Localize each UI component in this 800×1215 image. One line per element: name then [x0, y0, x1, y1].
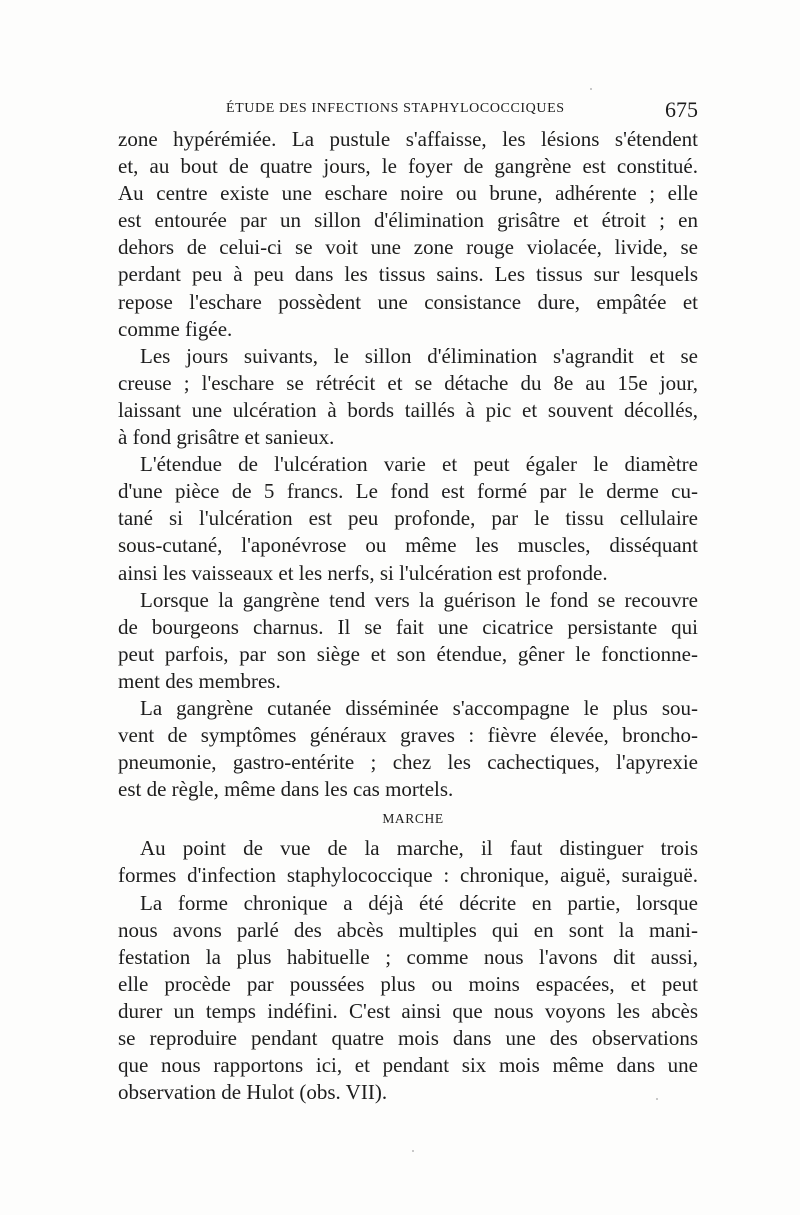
text-line: comme figée. [118, 316, 233, 341]
text-line: laissant une ulcération à bords taillés à pic et souvent décollés, [118, 397, 698, 422]
text-line: d'une pièce de 5 francs. Le fond est formé par le derme cu- [118, 479, 698, 504]
text-line: ment des membres. [118, 668, 281, 693]
page-number: 675 [665, 97, 698, 122]
text-line: L'étendue de l'ulcération varie et peut égaler le diamètre [140, 452, 698, 477]
text-line: observation de Hulot (obs. VII). [118, 1080, 388, 1105]
print-speck [656, 1098, 658, 1100]
text-line: est de règle, même dans les cas mortels. [118, 777, 454, 802]
text-line: formes d'infection staphylococcique : chronique, aiguë, suraiguë. [118, 863, 698, 888]
text-line: tané si l'ulcération est peu profonde, par le tissu cellulaire [118, 506, 698, 531]
text-line: que nous rapportons ici, et pendant six mois même dans une [118, 1053, 698, 1078]
text-line: peut parfois, par son siège et son étendue, gêner le fonctionne- [118, 641, 698, 666]
text-line: vent de symptômes généraux graves : fièvre élevée, broncho- [118, 723, 698, 748]
text-line: à fond grisâtre et sanieux. [118, 425, 335, 450]
text-line: Les jours suivants, le sillon d'élimination s'agrandit et se [140, 343, 698, 368]
text-line: sous-cutané, l'aponévrose ou même les muscles, disséquant [118, 533, 698, 558]
text-line: et, au bout de quatre jours, le foyer de gangrène est constitué. [118, 154, 698, 179]
text-line: dehors de celui-ci se voit une zone rouge violacée, livide, se [118, 235, 698, 260]
page-header [118, 97, 698, 123]
text-line: nous avons parlé des abcès multiples qui en sont la mani- [118, 917, 698, 942]
text-line: de bourgeons charnus. Il se fait une cicatrice persistante qui [118, 614, 698, 639]
print-speck [412, 1150, 414, 1152]
running-title: ÉTUDE DES INFECTIONS STAPHYLOCOCCIQUES [226, 101, 565, 116]
body-text [118, 126, 698, 1106]
text-line: festation la plus habituelle ; comme nous l'avons dit aussi, [118, 944, 698, 969]
text-line: durer un temps indéfini. C'est ainsi que nous voyons les abcès [118, 998, 698, 1023]
text-line: Au centre existe une eschare noire ou brune, adhérente ; elle [118, 181, 698, 206]
print-speck [590, 88, 592, 90]
text-line: creuse ; l'eschare se rétrécit et se détache du 8e au 15e jour, [118, 370, 698, 395]
text-line: repose l'eschare possèdent une consistance dure, empâtée et [118, 289, 698, 314]
text-line: Au point de vue de la marche, il faut distinguer trois [140, 836, 698, 861]
text-line: zone hypérémiée. La pustule s'affaisse, les lésions s'étendent [118, 127, 698, 151]
text-line: se reproduire pendant quatre mois dans une des observations [118, 1026, 698, 1050]
text-line: La forme chronique a déjà été décrite en partie, lorsque [140, 890, 698, 915]
text-line: perdant peu à peu dans les tissus sains. Les tissus sur lesquels [118, 262, 698, 287]
section-heading: MARCHE [382, 811, 444, 827]
text-line: elle procède par poussées plus ou moins espacées, et peut [118, 971, 698, 996]
text-line: ainsi les vaisseaux et les nerfs, si l'ulcération est profonde. [118, 560, 608, 585]
text-line: La gangrène cutanée disséminée s'accompagne le plus sou- [140, 695, 698, 720]
text-line: pneumonie, gastro-entérite ; chez les cachectiques, l'apyrexie [118, 750, 698, 775]
text-line: est entourée par un sillon d'élimination grisâtre et étroit ; en [118, 208, 698, 233]
text-line: Lorsque la gangrène tend vers la guérison le fond se recouvre [140, 587, 698, 612]
